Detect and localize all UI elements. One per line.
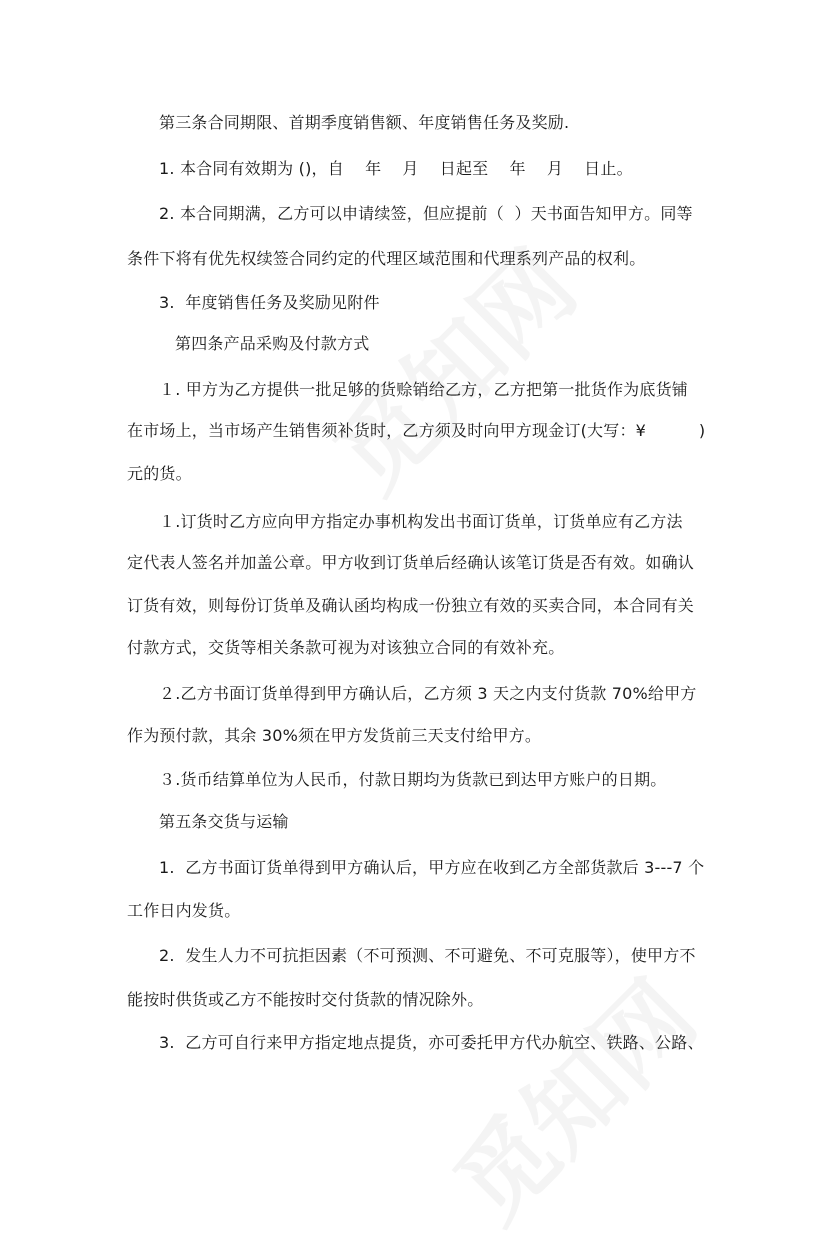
clause-4-2-line2: 定代表人签名并加盖公章。甲方收到订货单后经确认该笔订货是否有效。如确认 (127, 553, 695, 572)
clause-5-1-line1: 1. 乙方书面订货单得到甲方确认后，甲方应在收到乙方全部货款后 3---7 个 (159, 858, 705, 877)
clause-5-2-line2: 能按时供货或乙方不能按时交付货款的情况除外。 (127, 990, 484, 1009)
article-3-heading: 第三条合同期限、首期季度销售额、年度销售任务及奖励. (159, 113, 570, 132)
clause-4-4: ３.货币结算单位为人民币，付款日期均为货款已到达甲方账户的日期。 (159, 770, 667, 789)
clause-4-2-line3: 订货有效，则每份订货单及确认函均构成一份独立有效的买卖合同，本合同有关 (127, 596, 695, 615)
article-5-heading: 第五条交货与运输 (159, 812, 289, 831)
article-4-heading: 第四条产品采购及付款方式 (175, 334, 370, 353)
clause-4-1-line3: 元的货。 (127, 464, 192, 483)
clause-3-1: 1. 本合同有效期为 ()，自 年 月 日起至 年 月 日止。 (159, 159, 633, 178)
clause-4-2-line1: １.订货时乙方应向甲方指定办事机构发出书面订货单，订货单应有乙方法 (159, 512, 683, 531)
clause-4-3-line2: 作为预付款，其余 30%须在甲方发货前三天支付给甲方。 (127, 726, 542, 745)
clause-5-3-line1: 3. 乙方可自行来甲方指定地点提货，亦可委托甲方代办航空、铁路、公路、 (159, 1033, 704, 1052)
clause-4-1-line2: 在市场上，当市场产生销售须补货时，乙方须及时向甲方现金订(大写：¥ ) (127, 421, 706, 440)
clause-4-3-line1: ２.乙方书面订货单得到甲方确认后，乙方须 3 天之内支付货款 70%给甲方 (159, 684, 697, 703)
clause-3-3: 3. 年度销售任务及奖励见附件 (159, 293, 380, 312)
clause-3-2-line1: 2. 本合同期满，乙方可以申请续签，但应提前（ ）天书面告知甲方。同等 (159, 204, 693, 223)
clause-5-2-line1: 2. 发生人力不可抗拒因素（不可预测、不可避免、不可克服等），使甲方不 (159, 946, 696, 965)
clause-3-2-line2: 条件下将有优先权续签合同约定的代理区域范围和代理系列产品的权利。 (127, 249, 646, 268)
clause-5-1-line2: 工作日内发货。 (127, 901, 241, 920)
clause-4-1-line1: １. 甲方为乙方提供一批足够的货赊销给乙方，乙方把第一批货作为底货铺 (159, 380, 688, 399)
clause-4-2-line4: 付款方式，交货等相关条款可视为对该独立合同的有效补充。 (127, 638, 565, 657)
